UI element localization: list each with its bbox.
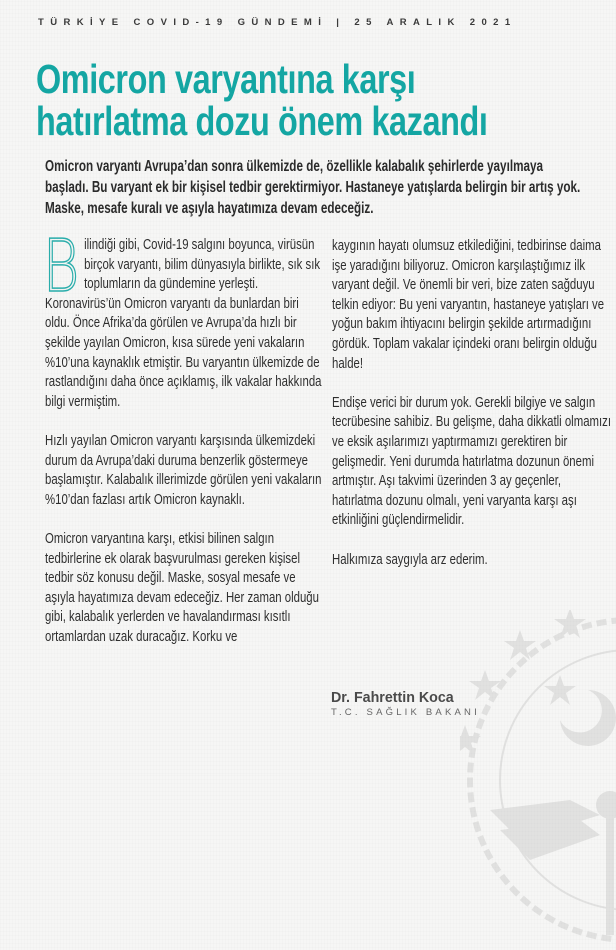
paragraph-6: Halkımıza saygıyla arz ederim. [332,551,488,568]
signature-title: T.C. SAĞLIK BAKANI [331,707,480,718]
article-column-left [42,224,326,667]
drop-cap: B [42,224,80,308]
issue-kicker: TÜRKİYE COVID-19 GÜNDEMİ | 25 ARALIK 2021 [38,17,517,28]
paragraph-2: Hızlı yayılan Omicron varyantı karşısında ülkemizdeki durum da Avrupa’daki duruma benzerlik göstermeye başlamıştır. Kalabalık illerimizde görülen yeni vakaların %10’dan fazlası artık Omicron kaynaklı. [45,432,322,508]
article-title [36,58,605,142]
paragraph-3: Omicron varyantına karşı, etkisi bilinen salgın tedbirlerine ek olarak başvurulması gereken kişisel tedbir söz konusu değil. Maske, sosyal mesafe ve aşıyla hayatımıza devam edeceğiz. Her zaman olduğu gibi, kalabalık yerlerden ve havalandırması kısıtlı ortamlardan uzak duracağız. Korku ve [45,530,319,645]
paragraph-1 [42,224,326,412]
article-title-line-1: Omicron varyantına karşı [36,56,416,102]
paragraph-5: Endişe verici bir durum yok. Gerekli bilgiye ve salgın tecrübesine sahibiz. Bu gelişme, daha dikkatli olmamızı ve eksik aşılarımızı yaptırmamızı gerektiren bir gelişmedir. Yeni durumda hatırlatma dozunun önemi artmıştır. Aşı takvimi üzerinden 3 ay geçenler, hatırlatma dozunu olmalı, yeni varyanta karşı aşı etkinliğini güçlendirmelidir. [332,394,612,529]
signature-block [331,689,480,718]
signature-name: Dr. Fahrettin Koca [331,689,454,706]
article-title-line-2: hatırlatma dozu önem kazandı [36,98,488,144]
article-column-right [332,237,613,590]
paragraph-4: kaygının hayatı olumsuz etkilediğini, tedbirinse daima işe yaradığını biliyoruz. Omicron karşılaştığımız ilk varyant değil. Ve önemli bir veri, bize zaten sağduyu telkin ediyor: Bu yeni varyantın, hastaneye yatışları ve yoğun bakım ihtiyacını belirgin şekilde artırmadığını gördük. Toplam vakalar içindeki oranı belirgin olduğu halde! [332,238,605,372]
article-lead: Omicron varyantı Avrupa’dan sonra ülkemizde de, özellikle kalabalık şehirlerde yayılmaya başladı. Bu varyant ek bir kişisel tedbir gerektirmiyor. Hastaneye yatışlarda belirgin bir artış yok. Maske, mesafe kuralı ve aşıyla hayatımıza devam edeceğiz. [45,158,581,217]
paragraph-1-text: ilindiği gibi, Covid-19 salgını boyunca, virüsün birçok varyantı, bilim dünyasıyla birlikte, sık sık toplumların da gündemine yerleşti. Koronavirüs’ün Omicron varyantı da bunlardan biri oldu. Önce Afrika’da görülen ve Avrupa’da hızlı bir şekilde yayılan Omicron, kısa sürede yeni vakaların %10’una kaynaklık etmiştir. Bu varyantın ülkemizde de rastlandığını daha önce açıklamış, ilk vakalar hakkında bilgi vermiştim. [45,237,322,410]
ministry-of-health-emblem-icon [460,610,616,950]
